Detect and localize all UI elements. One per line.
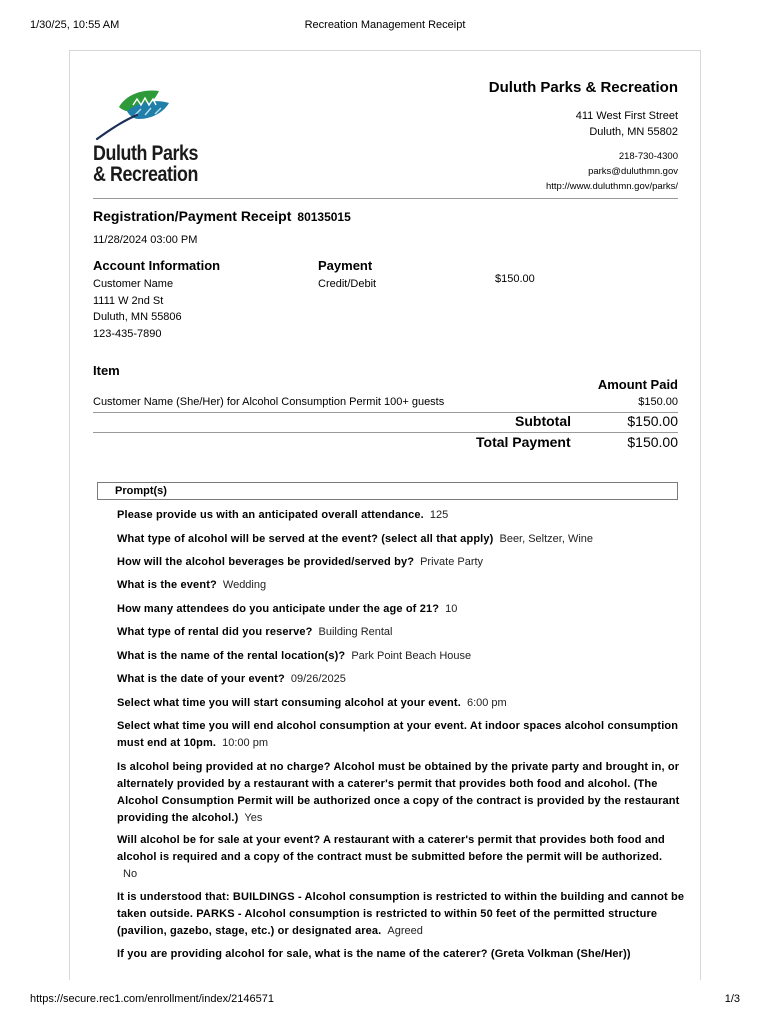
receipt-page [69,50,701,980]
print-datetime: 1/30/25, 10:55 AM [30,19,120,31]
receipt-number: 80135015 [297,210,351,224]
prompt-answer: 09/26/2025 [290,673,346,685]
prompt-question: How will the alcohol beverages be provided/served by? [117,556,415,568]
item-heading: Item [93,363,120,378]
item-amount: $150.00 [638,396,678,408]
payment-method: Credit/Debit [318,278,377,290]
prompt-answer: Yes [244,812,263,824]
duluth-parks-logo [93,87,199,186]
prompt-question: What is the date of your event? [117,673,285,685]
total-payment-value: $150.00 [627,434,678,450]
org-website[interactable]: http://www.duluthmn.gov/parks/ [545,181,678,192]
prompt-item [117,577,685,594]
prompt-question: Will alcohol be for sale at your event? A restaurant with a caterer's permit that provides both food and alcohol is required and a copy of the contract must be submitted before the permit will be authorized. [117,834,665,863]
print-title: Recreation Management Receipt [304,19,466,31]
prompt-question: Is alcohol being provided at no charge? Alcohol must be obtained by the private party and brought in, or alternately provided by a restaurant with a caterer's permit that provides both food and alcohol. (The Alcohol Consumption Permit will be authorized once a copy of the contract is provided by the restaurant providing the alcohol.) [117,761,680,824]
print-header [30,19,740,33]
subtotal-divider [93,432,678,433]
subtotal-value: $150.00 [627,413,678,429]
account-heading: Account Information [93,258,221,273]
payment-section [318,258,376,292]
prompt-question: Select what time you will end alcohol consumption at your event. At indoor spaces alcohol consumption must end at 10pm. [117,720,679,749]
prompt-item [117,671,685,688]
prompt-question: What type of rental did you reserve? [117,626,313,638]
prompt-item [117,832,685,883]
customer-name: Customer Name [93,278,174,290]
organization-name: Duluth Parks & Recreation [488,79,678,96]
prompt-item [117,507,685,524]
prompt-answer: 125 [429,509,449,521]
prompt-item [117,554,685,571]
receipt-title [93,208,351,224]
item-name: Customer Name (She/Her) for Alcohol Consumption Permit 100+ guests [93,396,445,408]
payment-heading: Payment [318,258,373,273]
customer-address-1: 1111 W 2nd St [93,294,164,307]
logo-line-2: & Recreation [93,163,199,186]
prompt-item [117,759,685,827]
prompt-answer: 10 [445,603,458,615]
prompt-answer: Beer, Seltzer, Wine [499,533,594,545]
page-number: 1/3 [724,993,740,1005]
prompts-heading: Prompt(s) [115,485,167,497]
prompt-item [117,946,685,963]
receipt-date: 11/28/2024 03:00 PM [93,234,198,246]
prompt-item [117,648,685,665]
prompt-question: If you are providing alcohol for sale, what is the name of the caterer? (Greta Volkman (She/Her)) [117,948,631,960]
header-divider [93,198,678,199]
org-email[interactable]: parks@duluthmn.gov [588,166,678,177]
prompt-item [117,718,685,752]
customer-phone: 123-435-7890 [93,327,162,340]
prompt-question: Select what time you will start consuming alcohol at your event. [117,697,461,709]
customer-address-2: Duluth, MN 55806 [93,311,182,323]
prompt-answer: Building Rental [318,626,393,638]
prompt-item [117,889,685,940]
prompt-item [117,531,685,548]
organization-info [489,79,678,194]
org-street: 411 West First Street [575,110,678,122]
page-url[interactable]: https://secure.rec1.com/enrollment/index/2146571 [30,993,274,1005]
prompt-answer: Wedding [222,579,267,591]
prompt-answer: 10:00 pm [222,737,269,749]
print-footer [30,993,740,1007]
prompt-item [117,695,685,712]
prompt-question: How many attendees do you anticipate under the age of 21? [117,603,440,615]
prompt-question: What is the name of the rental location(s)? [117,650,346,662]
prompt-item [117,624,685,641]
amount-paid-heading: Amount Paid [597,377,678,392]
items-divider [93,412,678,413]
leaf-logo-icon [93,87,189,143]
prompt-question: Please provide us with an anticipated overall attendance. [117,509,424,521]
prompt-answer: 6:00 pm [466,697,507,709]
prompts-header [97,482,678,500]
prompt-answer: Agreed [387,925,423,937]
prompt-question: What is the event? [117,579,217,591]
prompt-question: It is understood that: BUILDINGS - Alcohol consumption is restricted to within the building and cannot be taken outside. PARKS - Alcohol consumption is restricted to within 50 feet of the permitted structure (pavilion, gazebo, stage, etc.) or designated area. [117,891,685,937]
org-phone: 218-730-4300 [618,151,678,162]
payment-amount: $150.00 [495,273,535,285]
receipt-title-text: Registration/Payment Receipt [93,208,292,224]
subtotal-label: Subtotal [515,413,571,429]
prompt-answer: No [123,868,138,880]
prompt-answer: Park Point Beach House [351,650,472,662]
account-information [93,258,220,342]
org-city: Duluth, MN 55802 [589,126,678,138]
total-payment-label: Total Payment [476,434,571,450]
prompt-question: What type of alcohol will be served at the event? (select all that apply) [117,533,494,545]
prompt-item [117,601,685,618]
prompt-answer: Private Party [420,556,484,568]
logo-line-1: Duluth Parks [93,142,199,165]
